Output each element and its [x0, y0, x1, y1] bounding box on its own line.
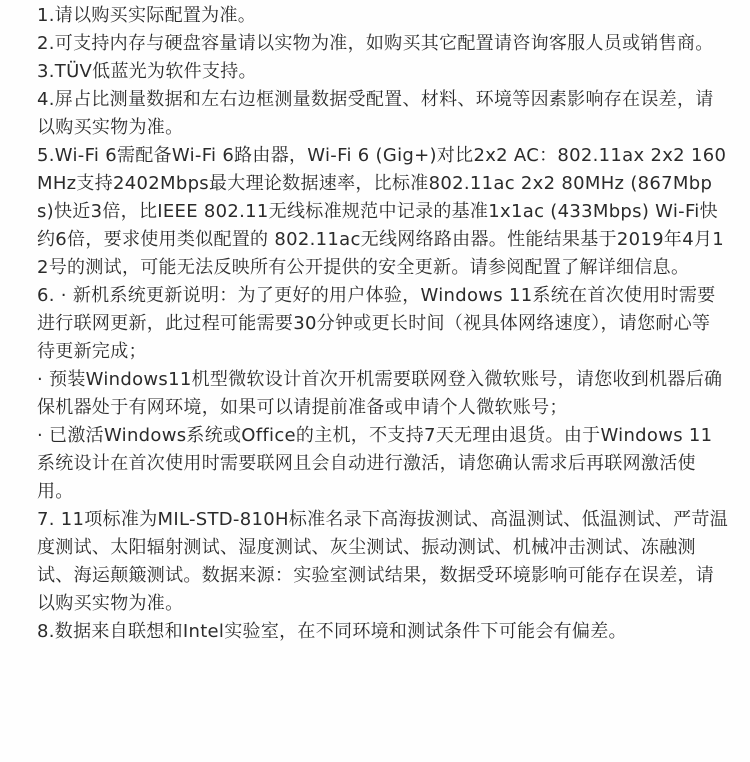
note-1: 1.请以购买实际配置为准。	[37, 5, 257, 26]
note-6-bullet-2: · 预装Windows11机型微软设计首次开机需要联网登入微软账号，请您收到机器后确保机器处于有网环境，如果可以请提前准备或申请个人微软账号；	[37, 369, 723, 418]
note-4: 4.屏占比测量数据和左右边框测量数据受配置、材料、环境等因素影响存在误差，请以购买实物为准。	[37, 89, 714, 138]
note-7: 7. 11项标准为MIL-STD-810H标准名录下高海拔测试、高温测试、低温测试、严苛温度测试、太阳辐射测试、湿度测试、灰尘测试、振动测试、机械冲击测试、冻融测试、海运颠簸测试。数据来源：实验室测试结果，数据受环境影响可能存在误差，请以购买实物为准。	[37, 509, 729, 614]
note-3: 3.TÜV低蓝光为软件支持。	[37, 61, 257, 82]
note-6-bullet-3: · 已激活Windows系统或Office的主机，不支持7天无理由退货。由于Windows 11系统设计在首次使用时需要联网且会自动进行激活，请您确认需求后再联网激活使用。	[37, 425, 713, 502]
notes-list	[37, 2, 728, 646]
note-5: 5.Wi-Fi 6需配备Wi-Fi 6路由器，Wi-Fi 6 (Gig+)对比2x2 AC：802.11ax 2x2 160MHz支持2402Mbps最大理论数据速率，比标准802.11ac 2x2 80MHz (867Mbps)快近3倍，比IEEE 802.11无线标准规范中记录的基准1x1ac (433Mbps) Wi-Fi快约6倍，要求使用类似配置的 802.11ac无线网络路由器。性能结果基于2019年4月12号的测试，可能无法反映所有公开提供的安全更新。请参阅配置了解详细信息。	[37, 145, 727, 278]
note-8: 8.数据来自联想和Intel实验室，在不同环境和测试条件下可能会有偏差。	[37, 621, 627, 642]
note-2: 2.可支持内存与硬盘容量请以实物为准，如购买其它配置请咨询客服人员或销售商。	[37, 33, 714, 54]
note-6: 6. · 新机系统更新说明：为了更好的用户体验，Windows 11系统在首次使用时需要进行联网更新，此过程可能需要30分钟或更长时间（视具体网络速度），请您耐心等待更新完成；	[37, 285, 716, 362]
